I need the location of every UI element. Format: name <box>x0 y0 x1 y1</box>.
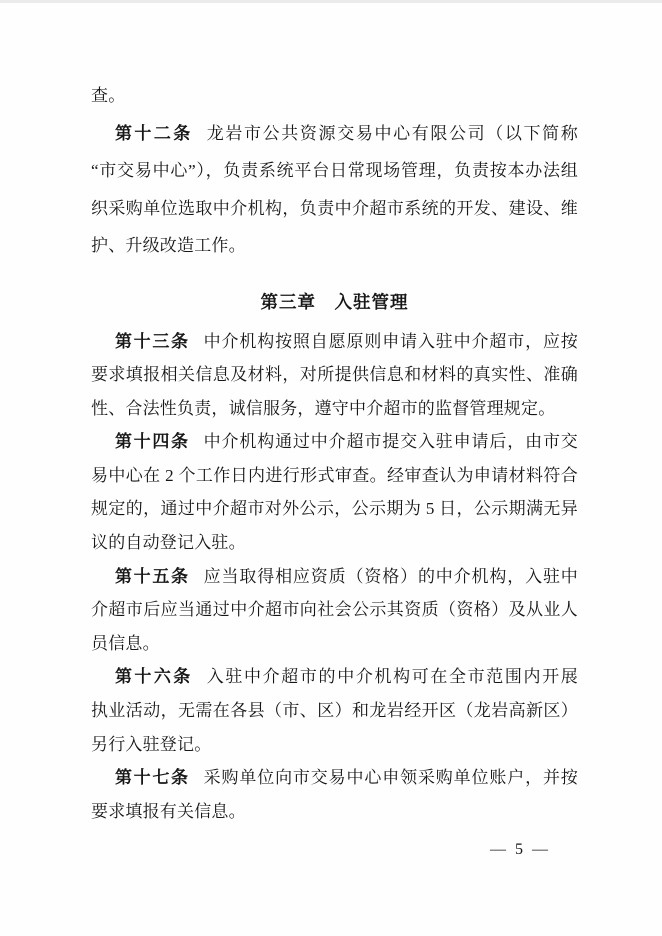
line-text: 采购单位向市交易中心申领采购单位账户，并按 <box>203 768 578 788</box>
article-first-line <box>91 425 578 459</box>
document-body <box>91 77 578 828</box>
line-text: 织采购单位选取中介机构，负责中介超市系统的开发、建设、维 <box>91 198 578 218</box>
text-line <box>91 152 578 190</box>
text-line <box>91 227 578 265</box>
page-number: — 5 — <box>490 841 551 858</box>
article-first-line <box>91 660 578 694</box>
text-line <box>91 795 578 829</box>
article-first-line <box>91 325 578 359</box>
line-text: 性、合法性负责，诚信服务，遵守中介超市的监督管理规定。 <box>91 398 556 418</box>
article-number: 第十二条 <box>115 123 193 143</box>
line-text: 议的自动登记入驻。 <box>91 533 246 553</box>
line-text: 易中心在 2 个工作日内进行形式审查。经审查认为申请材料符合 <box>91 465 578 485</box>
line-text: 要求填报相关信息及材料，对所提供信息和材料的真实性、准确 <box>91 365 578 385</box>
line-text: 查。 <box>91 86 126 105</box>
articles-13-17-block <box>91 325 578 829</box>
line-text: 员信息。 <box>91 633 160 653</box>
article-number: 第十五条 <box>115 566 190 586</box>
scan-edge-artifact <box>0 0 662 3</box>
line-text: 入驻中介超市的中介机构可在全市范围内开展 <box>206 667 578 687</box>
article-first-line <box>91 761 578 795</box>
text-line <box>91 627 578 661</box>
article-number: 第十七条 <box>115 768 190 788</box>
article-12-block <box>91 77 578 265</box>
text-line <box>91 492 578 526</box>
text-line <box>91 358 578 392</box>
text-line <box>91 77 578 115</box>
line-text: 龙岩市公共资源交易中心有限公司（以下简称 <box>206 123 578 143</box>
line-text: 应当取得相应资质（资格）的中介机构，入驻中 <box>203 566 578 586</box>
line-text: “市交易中心”），负责系统平台日常现场管理，负责按本办法组 <box>91 161 578 180</box>
article-number: 第十六条 <box>115 667 193 687</box>
text-line <box>91 190 578 228</box>
article-first-line <box>91 115 578 153</box>
line-text: 要求填报有关信息。 <box>91 801 246 821</box>
text-line <box>91 694 578 728</box>
line-text: 另行入驻登记。 <box>91 734 212 754</box>
line-text: 介超市后应当通过中介超市向社会公示其资质（资格）及从业人 <box>91 600 578 620</box>
line-text: 中介机构按照自愿原则申请入驻中介超市，应按 <box>203 331 578 351</box>
line-text: 规定的，通过中介超市对外公示，公示期为 5 日，公示期满无异 <box>91 499 578 519</box>
text-line <box>91 392 578 426</box>
chapter-heading: 第三章 入驻管理 <box>260 291 409 312</box>
article-number: 第十四条 <box>115 432 190 452</box>
line-text: 护、升级改造工作。 <box>91 236 246 255</box>
article-number: 第十三条 <box>115 331 190 351</box>
line-text: 中介机构通过中介超市提交入驻申请后，由市交 <box>203 432 578 452</box>
text-line <box>91 593 578 627</box>
text-line <box>91 526 578 560</box>
line-text: 执业活动，无需在各县（市、区）和龙岩经开区（龙岩高新区） <box>91 701 578 721</box>
text-line <box>91 728 578 762</box>
text-line <box>91 459 578 493</box>
article-first-line <box>91 560 578 594</box>
